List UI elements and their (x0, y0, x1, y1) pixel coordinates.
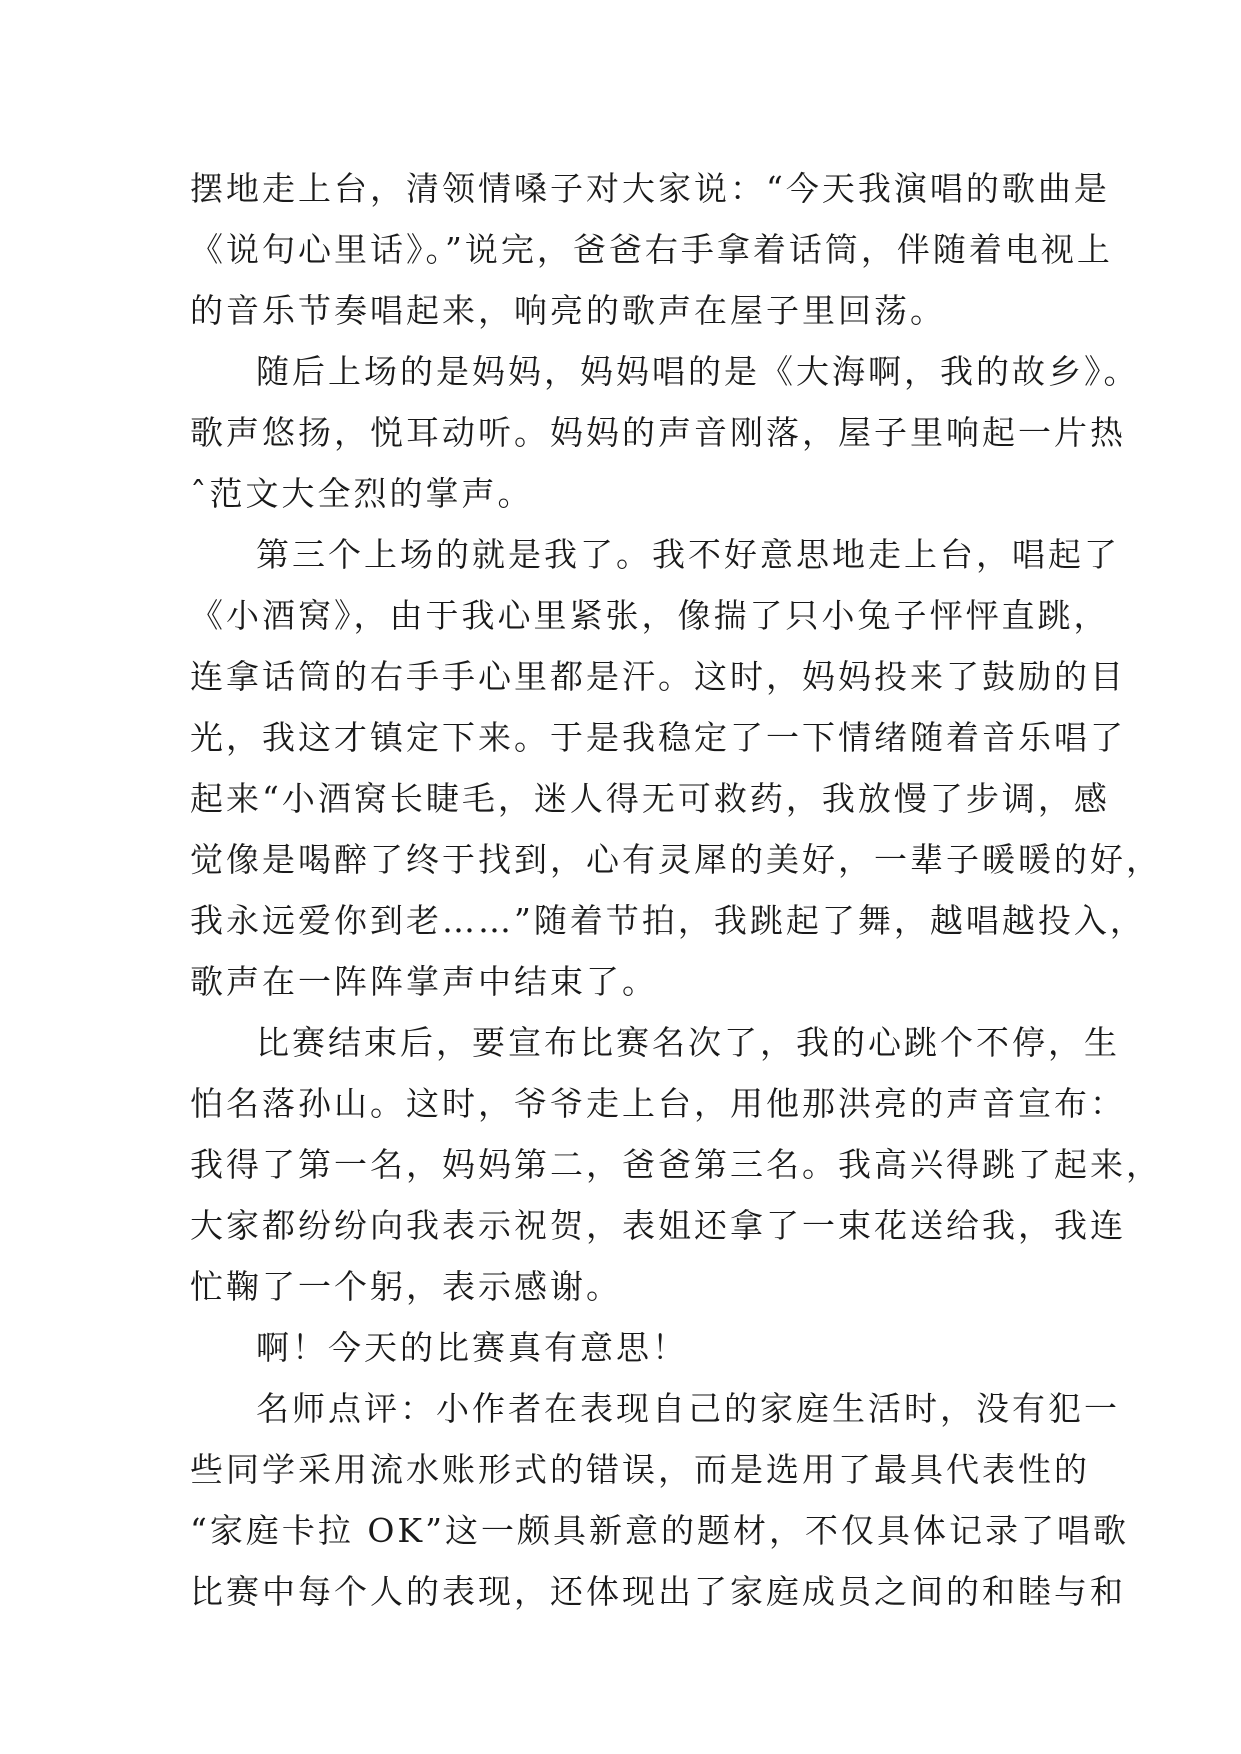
text-line: 怕名落孙山。这时，爷爷走上台，用他那洪亮的声音宣布： (190, 1084, 1126, 1123)
text-line: 忙鞠了一个躬，表示感谢。 (190, 1267, 622, 1306)
text-line: 连拿话筒的右手手心里都是汗。这时，妈妈投来了鼓励的目 (190, 657, 1126, 696)
text-line: 光，我这才镇定下来。于是我稳定了一下情绪随着音乐唱了 (190, 718, 1126, 757)
text-line: 歌声悠扬，悦耳动听。妈妈的声音刚落，屋子里响起一片热 (190, 413, 1126, 452)
text-line: 第三个上场的就是我了。我不好意思地走上台，唱起了 (256, 535, 1120, 574)
text-line: 起来“小酒窝长睫毛，迷人得无可救药，我放慢了步调，感 (190, 779, 1110, 818)
text-line: 《小酒窝》，由于我心里紧张，像揣了只小兔子怦怦直跳， (190, 596, 1110, 635)
paragraph (190, 341, 1140, 524)
text-line: 随后上场的是妈妈，妈妈唱的是《大海啊，我的故乡》。 (256, 352, 1140, 391)
text-line: “家庭卡拉 OK”这一颇具新意的题材，不仅具体记录了唱歌 (190, 1511, 1129, 1550)
text-line: 《说句心里话》。”说完，爸爸右手拿着话筒，伴随着电视上 (190, 230, 1113, 269)
paragraph (190, 1317, 1070, 1378)
text-line: 的音乐节奏唱起来，响亮的歌声在屋子里回荡。 (190, 291, 946, 330)
text-line: 比赛结束后，要宣布比赛名次了，我的心跳个不停，生 (256, 1023, 1120, 1062)
text-line: 歌声在一阵阵掌声中结束了。 (190, 962, 658, 1001)
paragraph (190, 524, 1162, 1012)
text-line: ˆ范文大全烈的掌声。 (190, 474, 534, 513)
article-body (190, 158, 1162, 1622)
paragraph (190, 158, 1113, 341)
text-line: 大家都纷纷向我表示祝贺，表姐还拿了一束花送给我，我连 (190, 1206, 1126, 1245)
text-line: 我得了第一名，妈妈第二，爸爸第三名。我高兴得跳了起来， (190, 1145, 1162, 1184)
text-line: 啊！今天的比赛真有意思！ (256, 1328, 688, 1367)
text-line: 比赛中每个人的表现，还体现出了家庭成员之间的和睦与和 (190, 1572, 1126, 1611)
text-line: 我永远爱你到老……”随着节拍，我跳起了舞，越唱越投入， (190, 901, 1146, 940)
paragraph (190, 1378, 1129, 1622)
paragraph (190, 1012, 1162, 1317)
text-line: 名师点评：小作者在表现自己的家庭生活时，没有犯一 (256, 1389, 1120, 1428)
text-line: 摆地走上台，清领情嗓子对大家说：“今天我演唱的歌曲是 (190, 169, 1110, 208)
text-line: 觉像是喝醉了终于找到，心有灵犀的美好，一辈子暖暖的好， (190, 840, 1162, 879)
text-line: 些同学采用流水账形式的错误，而是选用了最具代表性的 (190, 1450, 1090, 1489)
